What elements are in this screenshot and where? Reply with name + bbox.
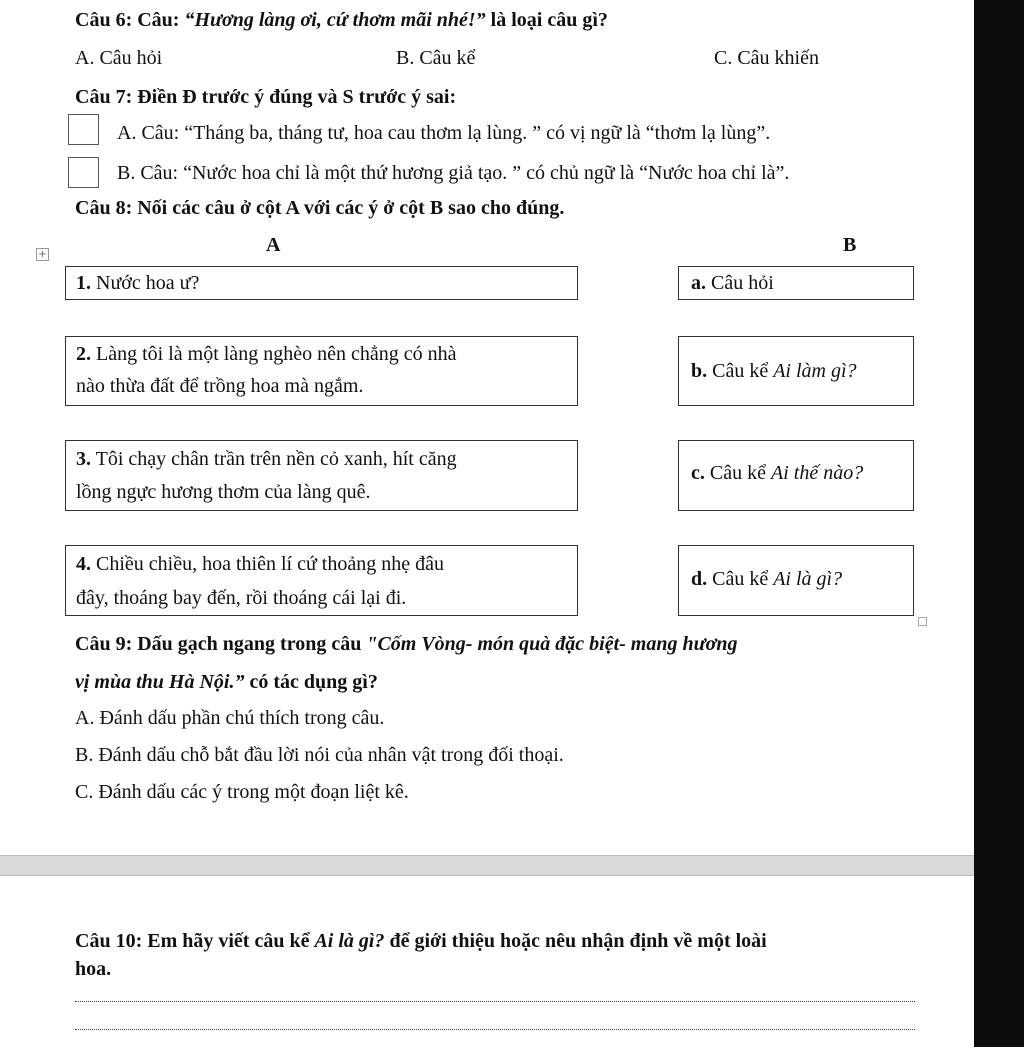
q10-text-a: Câu 10: Em hãy viết câu kể	[75, 930, 315, 952]
q7-checkbox-a[interactable]	[68, 114, 99, 145]
q7-item-a: A. Câu: “Tháng ba, tháng tư, hoa cau thơm lạ lùng. ” có vị ngữ là “thơm lạ lùng”.	[117, 122, 771, 144]
q9-prefix: Câu 9: Dấu gạch ngang trong câu	[75, 633, 367, 655]
q8-a-text-2a: Làng tôi là một làng nghèo nên chẳng có nhà	[91, 343, 457, 365]
q9-option-b: B. Đánh dấu chỗ bắt đầu lời nói của nhân vật trong đối thoại.	[75, 744, 564, 766]
q8-a-item-1	[65, 266, 578, 300]
q8-b-letter-b: b.	[691, 360, 708, 382]
q6-quote: “Hương làng ơi, cứ thơm mãi nhé!”	[184, 9, 486, 31]
q8-b-italic-b: Ai làm gì?	[773, 360, 857, 382]
q7-heading: Câu 7: Điền Đ trước ý đúng và S trước ý sai:	[75, 86, 457, 108]
page-break-gap	[0, 855, 974, 876]
q10-heading-line1	[75, 928, 767, 954]
q8-b-italic-d: Ai là gì?	[773, 568, 843, 590]
q8-a-num-3: 3.	[76, 448, 91, 470]
q8-b-letter-c: c.	[691, 462, 705, 484]
q8-b-item-d	[678, 545, 914, 616]
q10-text-b: để giới thiệu hoặc nêu nhận định về một loài	[384, 930, 767, 952]
q8-a-text-3a: Tôi chạy chân trần trên nền cỏ xanh, hít căng	[91, 448, 457, 470]
q10-italic: Ai là gì?	[314, 930, 385, 952]
q8-b-italic-c: Ai thế nào?	[770, 462, 864, 484]
q8-a-text-3b: lồng ngực hương thơm của làng quê.	[76, 481, 371, 503]
q8-a-text-4b: đây, thoáng bay đến, rồi thoáng cái lại đi.	[76, 587, 407, 609]
q6-option-c: C. Câu khiến	[714, 47, 819, 69]
q8-a-num-2: 2.	[76, 343, 91, 365]
q8-b-text-b: Câu kể	[707, 360, 774, 382]
q8-a-text-4a: Chiều chiều, hoa thiên lí cứ thoảng nhẹ đâu	[91, 553, 444, 575]
q8-a-text-1: Nước hoa ư?	[91, 272, 200, 294]
q10-answer-line-1[interactable]	[75, 1001, 915, 1002]
q7-item-b: B. Câu: “Nước hoa chỉ là một thứ hương giả tạo. ” có chủ ngữ là “Nước hoa chỉ là”.	[117, 162, 790, 184]
q7-checkbox-b[interactable]	[68, 157, 99, 188]
q9-quote-line1: "Cốm Vòng- món quà đặc biệt- mang hương	[366, 633, 738, 655]
q9-option-c: C. Đánh dấu các ý trong một đoạn liệt kê.	[75, 781, 409, 803]
q6-option-b: B. Câu kể	[396, 47, 476, 69]
q8-b-item-b	[678, 336, 914, 406]
q8-heading: Câu 8: Nối các câu ở cột A với các ý ở cột B sao cho đúng.	[75, 197, 565, 219]
q10-answer-line-2[interactable]	[75, 1029, 915, 1030]
q9-heading-line2	[75, 669, 378, 695]
table-move-handle-icon[interactable]: +	[36, 248, 49, 261]
q9-suffix: có tác dụng gì?	[244, 671, 378, 693]
q8-column-b-header: B	[843, 234, 857, 256]
q6-heading	[75, 7, 608, 33]
q8-a-item-3	[65, 440, 578, 511]
q8-b-text-d: Câu kể	[707, 568, 774, 590]
q8-a-item-2	[65, 336, 578, 406]
q8-b-letter-a: a.	[691, 272, 706, 294]
q8-a-num-1: 1.	[76, 272, 91, 294]
q8-b-letter-d: d.	[691, 568, 708, 590]
table-resize-handle[interactable]	[918, 617, 927, 626]
q8-a-text-2b: nào thừa đất để trồng hoa mà ngắm.	[76, 375, 364, 397]
q6-prefix: Câu 6: Câu:	[75, 9, 185, 31]
q9-quote-line2: vị mùa thu Hà Nội.”	[75, 671, 245, 693]
q6-option-a: A. Câu hỏi	[75, 47, 163, 69]
screen-right-edge	[974, 0, 1024, 1047]
q9-option-a: A. Đánh dấu phần chú thích trong câu.	[75, 707, 385, 729]
q10-heading-line2: hoa.	[75, 958, 112, 980]
q6-suffix: là loại câu gì?	[485, 9, 608, 31]
q8-a-item-4	[65, 545, 578, 616]
q9-heading-line1	[75, 631, 737, 657]
q8-b-text-a: Câu hỏi	[706, 272, 774, 294]
q8-a-num-4: 4.	[76, 553, 91, 575]
q8-b-item-c	[678, 440, 914, 511]
q8-column-a-header: A	[266, 234, 281, 256]
q8-b-text-c: Câu kể	[704, 462, 771, 484]
q8-b-item-a	[678, 266, 914, 300]
